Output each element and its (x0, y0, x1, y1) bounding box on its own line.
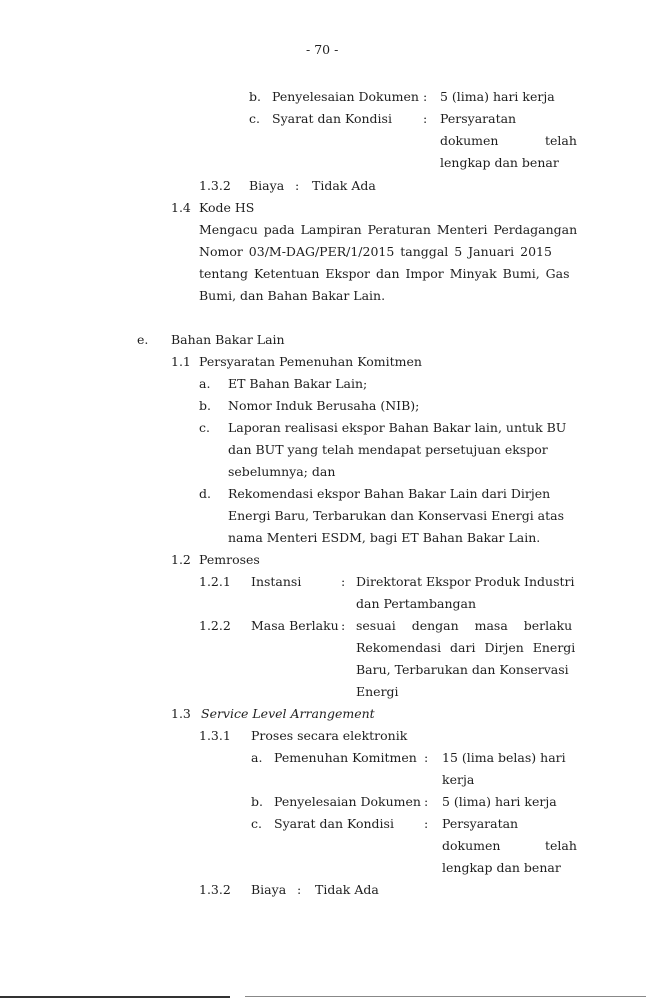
requirement-text: Rekomendasi ekspor Bahan Bakar Lain dari Dirjen (228, 486, 551, 501)
instansi-number: 1.2.1 (199, 574, 231, 589)
sla-item-value-line: kerja (442, 772, 475, 787)
kode-hs-title: Kode HS (199, 200, 255, 215)
instansi-value-line: Direktorat Ekspor Produk Industri (356, 574, 575, 589)
biaya-value: Tidak Ada (312, 178, 376, 193)
footer-rule (0, 996, 230, 998)
instansi-colon: : (341, 574, 346, 589)
sla-item-letter: b. (251, 794, 263, 809)
masa-berlaku-number: 1.2.2 (199, 618, 231, 633)
sla-item-value-line: 15 (lima belas) hari (442, 750, 566, 765)
kode-hs-text-line: Nomor 03/M-DAG/PER/1/2015 tanggal 5 Januari 2015 (199, 244, 552, 259)
sla-item-label: Penyelesaian Dokumen (272, 89, 419, 104)
masa-berlaku-label: Masa Berlaku (251, 618, 339, 633)
section-e-letter: e. (137, 332, 149, 347)
requirement-letter: b. (199, 398, 211, 413)
s12-title: Pemroses (199, 552, 260, 567)
biaya-label: Biaya (249, 178, 285, 193)
s11-number: 1.1 (171, 354, 191, 369)
sla-item-value-line: telah (545, 838, 577, 853)
sla-item-value-line: telah (545, 133, 577, 148)
page-number: - 70 - (306, 42, 339, 57)
kode-hs-number: 1.4 (171, 200, 191, 215)
footer-rule (245, 996, 646, 997)
sla-item-value-line: dokumen (442, 838, 501, 853)
requirement-text: nama Menteri ESDM, bagi ET Bahan Bakar Lain. (228, 530, 541, 545)
s12-number: 1.2 (171, 552, 191, 567)
kode-hs-text-line: Mengacu pada Lampiran Peraturan Menteri Perdagangan (199, 222, 578, 237)
masa-berlaku-value-line: sesuai dengan masa berlaku (356, 618, 573, 633)
sla-item-label: Pemenuhan Komitmen (274, 750, 417, 765)
sla-item-value-line: lengkap dan benar (440, 155, 559, 170)
instansi-value-line: dan Pertambangan (356, 596, 477, 611)
sla-item-colon: : (424, 750, 429, 765)
requirement-text: ET Bahan Bakar Lain; (228, 376, 368, 391)
sla-item-label: Penyelesaian Dokumen (274, 794, 421, 809)
sla-item-letter: c. (251, 816, 262, 831)
sla-item-value-line: Persyaratan (440, 111, 517, 126)
masa-berlaku-value-line: Energi (356, 684, 399, 699)
sla-item-colon: : (423, 111, 428, 126)
sla-item-colon: : (424, 816, 429, 831)
requirement-text: Nomor Induk Berusaha (NIB); (228, 398, 420, 413)
requirement-letter: a. (199, 376, 211, 391)
sla-item-colon: : (423, 89, 428, 104)
instansi-label: Instansi (251, 574, 302, 589)
biaya-colon: : (297, 882, 302, 897)
biaya-colon: : (295, 178, 300, 193)
sla-item-value-line: lengkap dan benar (442, 860, 561, 875)
biaya-value: Tidak Ada (315, 882, 379, 897)
requirement-text: dan BUT yang telah mendapat persetujuan ekspor (228, 442, 548, 457)
sla-item-value-line: Persyaratan (442, 816, 519, 831)
biaya-label: Biaya (251, 882, 287, 897)
masa-berlaku-colon: : (341, 618, 346, 633)
requirement-text: Energi Baru, Terbarukan dan Konservasi Energi atas (228, 508, 565, 523)
requirement-text: sebelumnya; dan (228, 464, 336, 479)
sla-item-value: 5 (lima) hari kerja (440, 89, 555, 104)
sla-item-letter: c. (249, 111, 260, 126)
sla-item-colon: : (424, 794, 429, 809)
sla-item-value-line: 5 (lima) hari kerja (442, 794, 557, 809)
proses-number: 1.3.1 (199, 728, 231, 743)
kode-hs-text-line: Bumi, dan Bahan Bakar Lain. (199, 288, 386, 303)
sla-item-value-line: dokumen (440, 133, 499, 148)
sla-item-label: Syarat dan Kondisi (274, 816, 394, 831)
kode-hs-text-line: tentang Ketentuan Ekspor dan Impor Minyak Bumi, Gas (199, 266, 570, 281)
proses-label: Proses secara elektronik (251, 728, 408, 743)
s13-title: Service Level Arrangement (201, 706, 375, 721)
s11-title: Persyaratan Pemenuhan Komitmen (199, 354, 422, 369)
masa-berlaku-value-line: Baru, Terbarukan dan Konservasi (356, 662, 569, 677)
biaya-number: 1.3.2 (199, 882, 231, 897)
section-e-title: Bahan Bakar Lain (171, 332, 285, 347)
sla-item-letter: b. (249, 89, 261, 104)
sla-item-letter: a. (251, 750, 263, 765)
requirement-letter: c. (199, 420, 210, 435)
requirement-letter: d. (199, 486, 211, 501)
s13-number: 1.3 (171, 706, 191, 721)
masa-berlaku-value-line: Rekomendasi dari Dirjen Energi (356, 640, 576, 655)
requirement-text: Laporan realisasi ekspor Bahan Bakar lain, untuk BU (228, 420, 567, 435)
biaya-number: 1.3.2 (199, 178, 231, 193)
sla-item-label: Syarat dan Kondisi (272, 111, 392, 126)
